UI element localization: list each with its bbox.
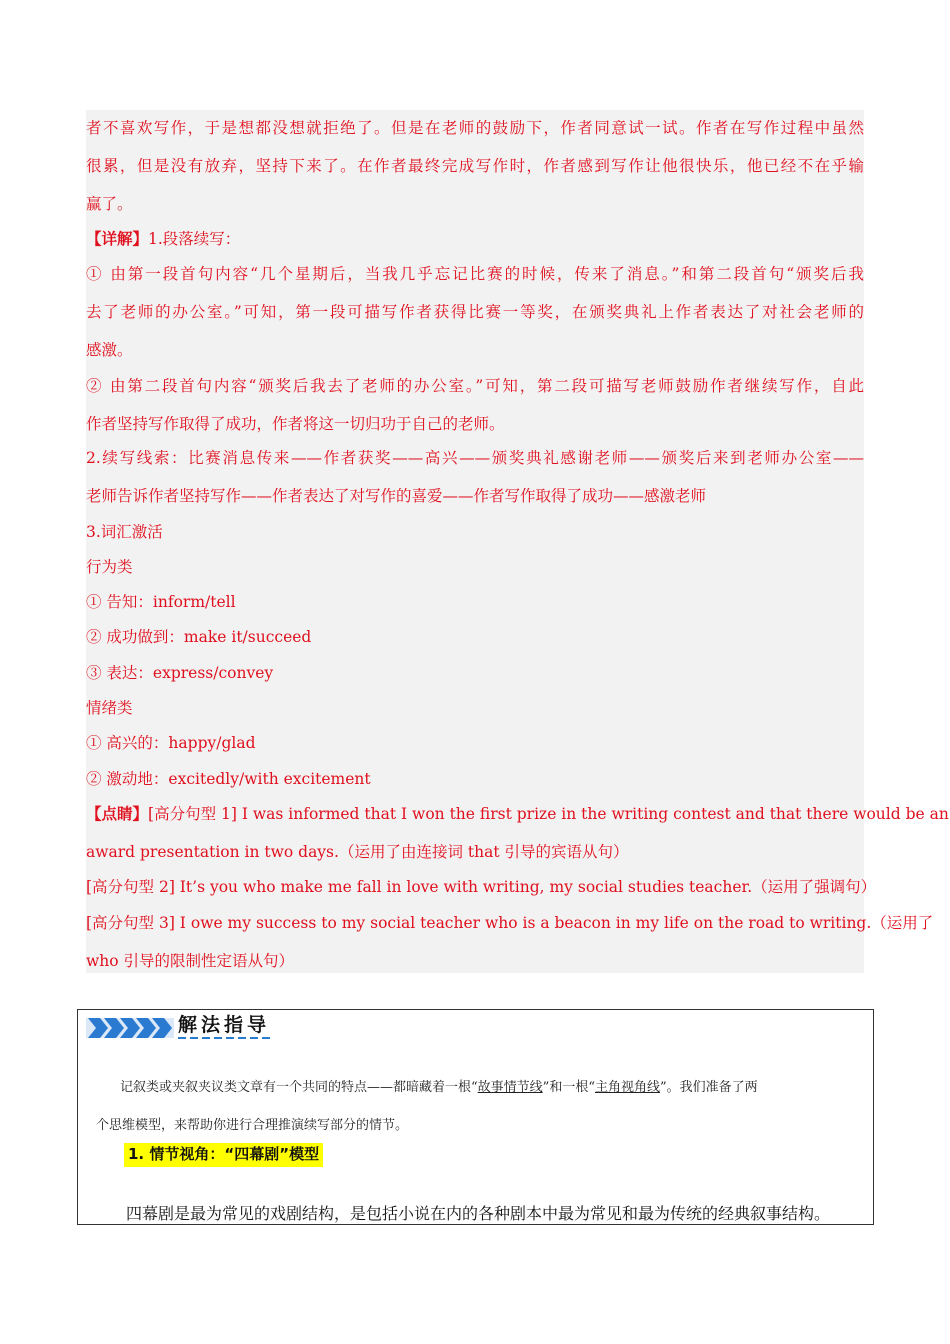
behavior-item: ③ 表达：express/convey — [86, 664, 274, 682]
point2-line: ② 由第二段首句内容“颁奖后我去了老师的办公室。”可知，第二段可描写老师鼓励作者继续写作，自此 — [86, 377, 864, 395]
point1-line: 感激。 — [86, 341, 133, 359]
section-label: 1. 情节视角：“四幕剧”模型 — [124, 1143, 323, 1167]
perspective-line-term: 主角视角线 — [594, 1080, 660, 1095]
sentence1-text: [高分句型 1] I was informed that I won the first prize in the writing contest and that there would be an — [148, 805, 949, 823]
vocab-heading: 3.词汇激活 — [86, 523, 163, 541]
detail-heading: 1.段落续写： — [148, 230, 241, 248]
summary-line: 者不喜欢写作，于是想都没想就拒绝了。但是在老师的鼓励下，作者同意试一试。作者在写作过程中虽然 — [86, 119, 864, 137]
point1-line: ① 由第一段首句内容“几个星期后，当我几乎忘记比赛的时候，传来了消息。”和第二段首句“颁奖后我 — [86, 265, 864, 283]
sentence1-line: award presentation in two days.（运用了由连接词 that 引导的宾语从句） — [86, 843, 629, 861]
summary-line: 很累，但是没有放弃，坚持下来了。在作者最终完成写作时，作者感到写作让他很快乐，他已经不在乎输 — [86, 157, 864, 175]
detail-heading-row — [86, 229, 864, 249]
guide-title: 解法指导 — [178, 1014, 271, 1036]
sentence2-line: [高分句型 2] It’s you who make me fall in love with writing, my social studies teacher.（运用了强调句） — [86, 878, 877, 896]
highlight-tag: 【点睛】 — [86, 804, 149, 823]
section-text: 四幕剧是最为常见的戏剧结构，是包括小说在内的各种剧本中最为常见和最为传统的经典叙事结构。 — [126, 1204, 831, 1223]
intro-text: 记叙类或夹叙夹议类文章有一个共同的特点——都暗藏着一根“ — [120, 1080, 478, 1095]
emotion-heading: 情绪类 — [86, 699, 133, 717]
behavior-item: ② 成功做到：make it/succeed — [86, 628, 312, 646]
clue-line: 2.续写线索：比赛消息传来——作者获奖——高兴——颁奖典礼感谢老师——颁奖后来到老师办公室—— — [86, 449, 864, 467]
sentence3-line: [高分句型 3] I owe my success to my social teacher who is a beacon in my life on the road to writing.（运用了 — [86, 914, 934, 932]
emotion-item: ① 高兴的：happy/glad — [86, 734, 256, 752]
sentence1-line — [86, 804, 949, 824]
clue-line: 老师告诉作者坚持写作——作者表达了对写作的喜爱——作者写作取得了成功——感激老师 — [86, 487, 707, 505]
summary-line: 赢了。 — [86, 195, 133, 213]
point2-line: 作者坚持写作取得了成功，作者将这一切归功于自己的老师。 — [86, 415, 505, 433]
intro-text: ”。我们准备了两 — [659, 1080, 758, 1095]
guide-intro-line — [120, 1076, 888, 1095]
detail-tag: 【详解】 — [86, 229, 149, 248]
behavior-item: ① 告知：inform/tell — [86, 593, 236, 611]
sentence3-line: who 引导的限制性定语从句） — [86, 952, 295, 970]
intro-text: ”和一根“ — [542, 1080, 595, 1095]
story-line-term: 故事情节线 — [477, 1080, 543, 1095]
guide-intro-line: 个思维模型，来帮助你进行合理推演续写部分的情节。 — [96, 1118, 409, 1133]
point1-line: 去了老师的办公室。”可知，第一段可描写作者获得比赛一等奖，在颁奖典礼上作者表达了对社会老师的 — [86, 303, 864, 321]
emotion-item: ② 激动地：excitedly/with excitement — [86, 770, 371, 788]
title-underline — [178, 1037, 270, 1039]
behavior-heading: 行为类 — [86, 558, 133, 576]
